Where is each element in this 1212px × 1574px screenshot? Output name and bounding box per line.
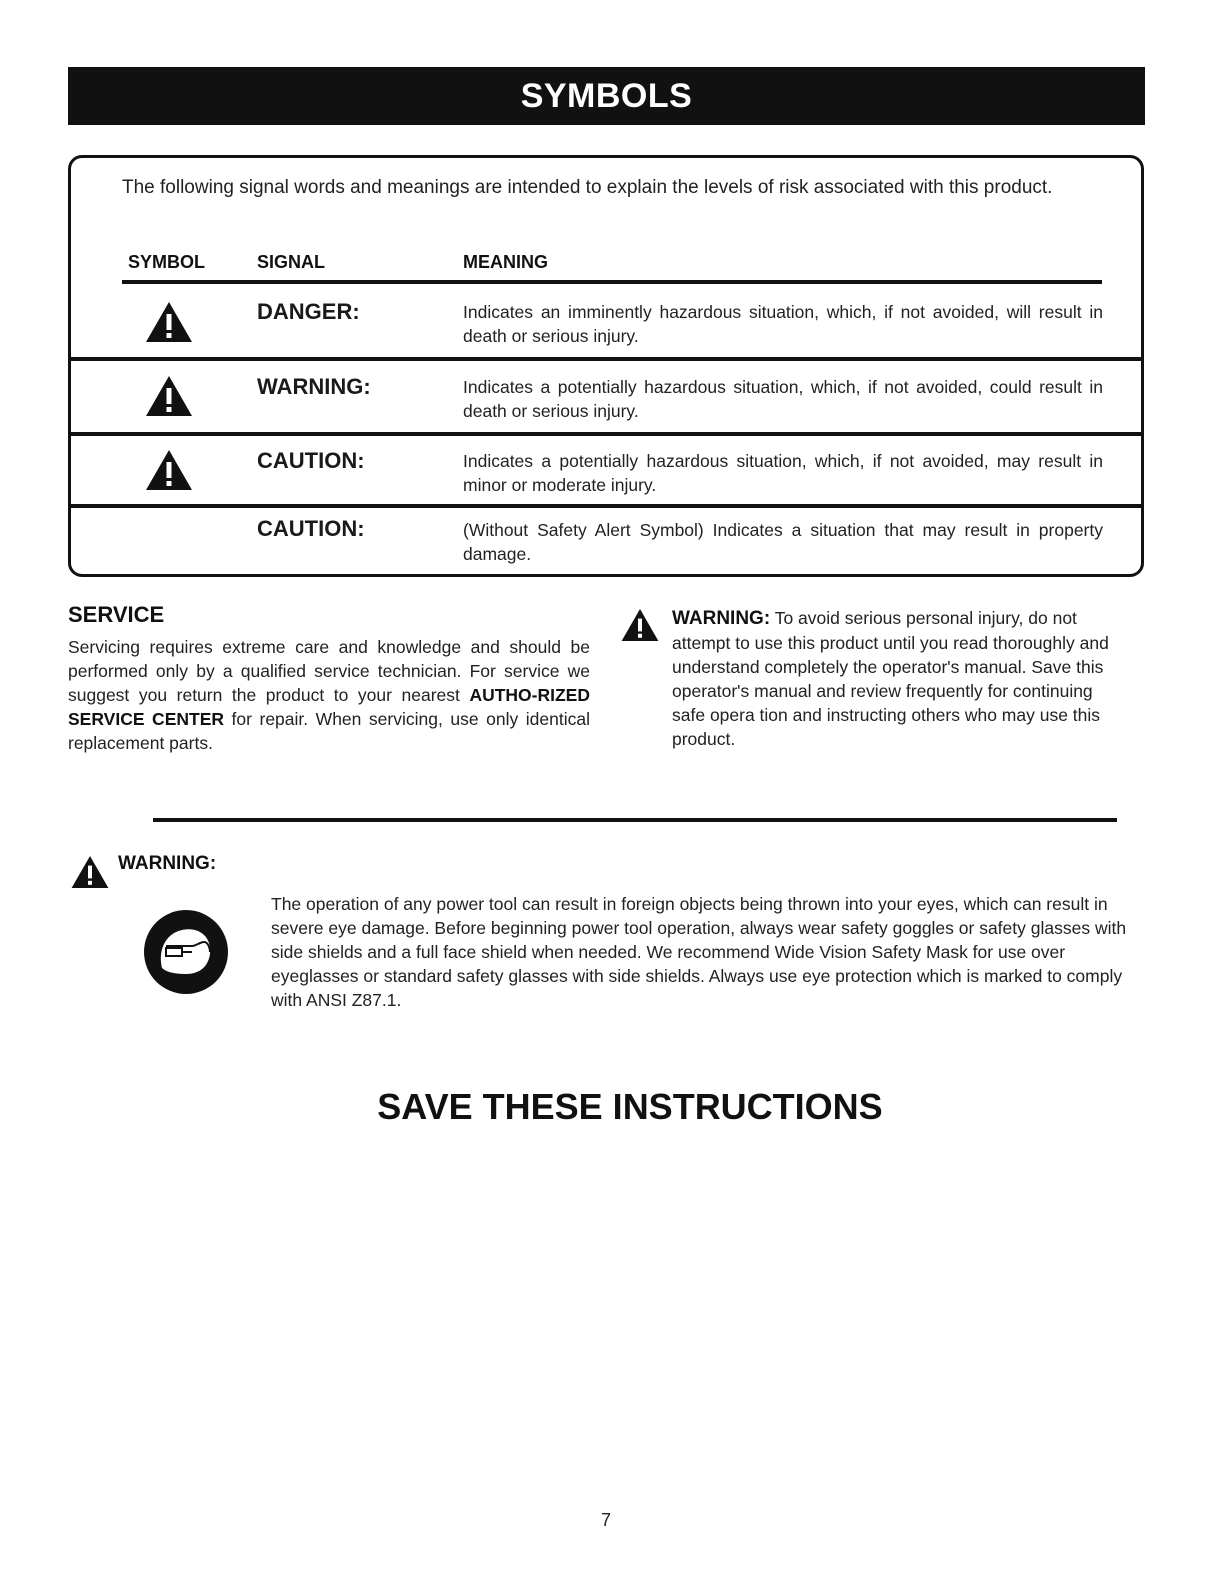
symbols-table-frame: [68, 155, 1144, 577]
warning-manual-text: WARNING: To avoid serious personal injury, do not attempt to use this product until you read thoroughly and understand completely the operator's manual. Save this operator's manual and review frequently for continuing safe opera tion and instructing others who may use this product.: [672, 608, 1109, 749]
safety-alert-icon: [620, 607, 660, 643]
warning-eye-label: WARNING:: [118, 853, 217, 874]
safety-goggles-icon: [142, 908, 230, 996]
signal-danger: DANGER:: [257, 299, 360, 324]
safety-alert-icon: [70, 854, 110, 890]
safety-alert-icon: [144, 300, 194, 344]
meaning-warning: Indicates a potentially hazardous situation, which, if not avoided, could result in death or serious injury.: [463, 377, 1103, 421]
page-number: 7: [600, 1510, 611, 1530]
row-divider: [68, 432, 1144, 436]
row-divider: [68, 357, 1144, 361]
section-divider: [153, 818, 1117, 822]
column-header-signal: SIGNAL: [257, 252, 326, 272]
page-title: SYMBOLS: [68, 67, 1145, 125]
meaning-caution-property: (Without Safety Alert Symbol) Indicates a situation that may result in property damage.: [463, 520, 1103, 564]
save-instructions-heading: SAVE THESE INSTRUCTIONS: [377, 1086, 883, 1127]
meaning-caution: Indicates a potentially hazardous situation, which, if not avoided, may result in minor or moderate injury.: [463, 451, 1103, 495]
signal-caution-property: CAUTION:: [257, 516, 365, 541]
column-header-symbol: SYMBOL: [128, 252, 206, 272]
service-heading: SERVICE: [68, 602, 165, 627]
warning-eye-text: The operation of any power tool can result in foreign objects being thrown into your eyes, which can result in severe eye damage. Before beginning power tool operation, always wear safety goggles or safety glasses with side shields and a full face shield when needed. We recommend Wide Vision Safety Mask for use over eyeglasses or standard safety glasses with side shields. Always use eye protection which is marked to comply with ANSI Z87.1.: [271, 894, 1127, 1010]
safety-alert-icon: [144, 374, 194, 418]
column-header-meaning: MEANING: [463, 252, 548, 272]
meaning-danger: Indicates an imminently hazardous situation, which, if not avoided, will result in death or serious injury.: [463, 302, 1103, 346]
row-divider: [68, 504, 1144, 508]
signal-warning: WARNING:: [257, 374, 371, 399]
service-text: Servicing requires extreme care and knowledge and should be performed only by a qualified service technician. For service we suggest you return the product to your nearest AUTHO-RIZED SERVICE CENTER for repair. When servicing, use only identical replacement parts.: [68, 637, 590, 753]
header-divider: [122, 280, 1102, 284]
signal-caution: CAUTION:: [257, 448, 365, 473]
safety-alert-icon: [144, 448, 194, 492]
intro-text: The following signal words and meanings are intended to explain the levels of risk associated with this product.: [122, 177, 1053, 198]
